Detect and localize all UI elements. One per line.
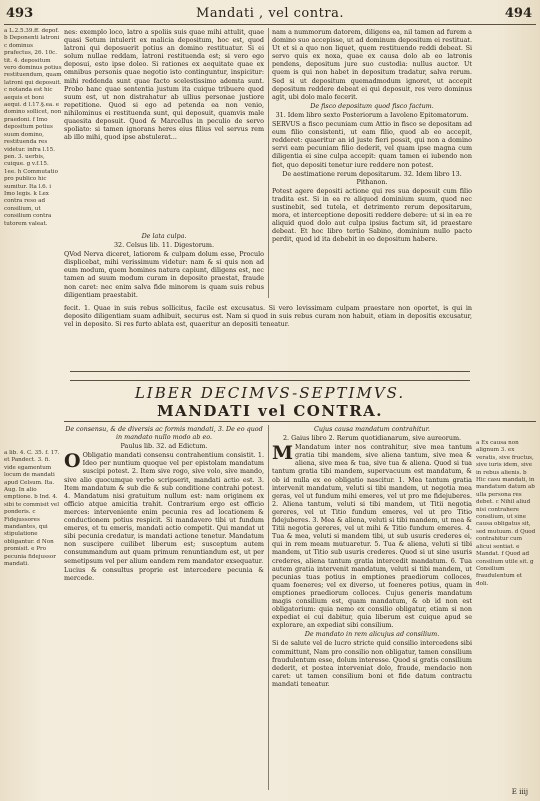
paragraph: SERVUS a fisco pecuniam cum Attio in fisco se depositam ad eum filio consistenti, ut eam filio, quod ab eo accepit, redderet: quaeritur an id juste fieri possit, qui non a domino servi eam pecuniam filio dederit, vel quam ipse magna cum diligentia ei sine culpa accepit: quam tamen ei iubendo non fiet, quo depositi tenetur iure reddere non potest. bbox=[272, 120, 472, 169]
rubric: Paulus lib. 32. ad Edictum. bbox=[120, 442, 208, 451]
drop-cap: M bbox=[272, 442, 294, 465]
column-divider-lower bbox=[268, 425, 269, 790]
section-caption: De lata culpa. bbox=[141, 232, 187, 240]
paragraph: Potest agere depositi actione qui res sua deposuit cum filio tradita est. Si in ea re aliquod dominium suum, quod nec sustinebit, sed tutela, et detrimento rerum depositarum, mora, et interceptione depositi reddere debere: ut si in ea re aliquid quod dolo aut culpa ipsius factum sit, id praestare debeat. Et hoc libro tertio Sabino, dominium nullo pacto perdit, quod id ita debebit in eo depositum habere. bbox=[272, 186, 472, 244]
paragraph: QVod Nerva diceret, latiorem & culpam dolum esse, Proculo displicebat, mihi verissimum videtur: nam & si quis non ad eum modum, quem homines natura capiunt, diligens est, nec tamen ad suum modum curam in deposito praestat, fraude non caret: nec enim salva fide minorem is quam suis rebus diligentiam praestabit. bbox=[64, 250, 264, 299]
paragraph: nes: exemplo loco, latro a spoliis suis quae mihi attulit, quae quasi Setum intulerit ex malicia depositum, hoc est, quod latroni qui deposuerit potius an domino restituatur. Si ei solum nullae reddam, latroni restituenda est; si vero ego deposui, esto ipse doleo. Si rationes ex aequitate quae ex omnibus personis quae negotio isto continguntur, inspicitur: mihi reddenda sunt quae facto scelestissimo ademta sunt. Probo hanc quae sententia justum ita cuique tribuere quod suum est, ut non distrahatur ab ullius personae justiore repetitione. Quod si ego ad petenda ea non venio, nihilominus ei restituenda sunt, qui deposuit, quamvis male quaesita deposuit. Quod & Marcellus in peculio de servo spoliato: si tamen ignorans heres eius filius vel servus rem ab illo mihi, quod ipse abstulerat... bbox=[64, 28, 264, 142]
paragraph: nam a nummorum datorem, diligens ea, nil tamen ad furem a domino suo accepisse, ut ad dominum depositum ei restituat. Ut et si a quo non liquet, quem restituendo reddi debeat. Si servo quis ex noxa, quae ex causa dolo ab eo latronis pendens, depositum jure suo custodia: nullus auctor. Ut quem is qui non habet in depositum tradatur, salva rerum. Sed si ut depositum quemadmodum ignoret, ut accepit depositum reddere debeat ei qui deposuit, res vero dominus agit, ubi dolo malo fecerit. bbox=[272, 28, 472, 101]
title-mandati: MANDATI vel CONTRA. bbox=[156, 402, 384, 420]
page-header bbox=[0, 6, 540, 24]
section-caption: Cujus causa mandatum contrahitur. bbox=[314, 425, 430, 433]
paragraph: Si de salute vel de lucro stricte quid consilio intercedens sibi committunt, Nam pro consilio non obligatur, tamen consilium fraudulentum esse, dolum interesse. Quod si gratis consilium dederit, et postea interveniat dolo, fraude, mendacio non caret: ut tamen consilium boni et fide datum contractu mandati teneatur. bbox=[272, 639, 472, 688]
rubric: 32. Celsus lib. 11. Digestorum. bbox=[113, 241, 215, 250]
ornament-rule bbox=[70, 371, 470, 381]
rubric: De aestimatione rerum depositarum. 32. Idem libro 13. Pithanon. bbox=[282, 169, 462, 186]
book-title: LIBER DECIMVS-SEPTIMVS. bbox=[134, 384, 406, 402]
section-caption: De mandato in rem alicujus ad consilium. bbox=[304, 630, 440, 639]
signature-mark: E iiij bbox=[511, 788, 528, 796]
text-column-right bbox=[272, 28, 472, 298]
header-rule bbox=[4, 24, 536, 25]
left-margin-notes: a L.2.5.39.ff. depof. b Deponenti latroni c dominus prafectus, 26. 10c. tit. 4. depositum vero dominus potius restituendum, quam latroni qui deposuit. c notanda est hic aequis et boni aequi. d l.17.§.ea. e domino sollicet, non praedoni. f Imo depositum potius suum domino, restituenda res videtur. infra l.15. pen. 3. uerbis, cuique. g v.f.15. 1ee. h Commutatio pro publico hic sumitur. Ita l.6. i Imo legis. k Lex contra reso ad consilium, ut consilium contra tutorem valeat. bbox=[4, 28, 62, 227]
text-column-right-lower bbox=[272, 425, 472, 793]
right-margin-notes-lower: a Ex causa non alignum 3. ex veratis, sive fructus, sive iuris idem, sive in rebus alienis. b Hic casu mandati, in mandatum datum ab ulla persona res debet. c Nihil aliud nisi contrahere consilium, ut sine causa obligatus sit, sed mutuum. d Quod contrahitur cum alicui sentiat. e Mandat. f Quod ad consilium utile sit. g Consilium fraudulentum et doli. bbox=[476, 440, 536, 587]
paragraph: Lucius & consultus proprie est intercedere pecunia & mercede. bbox=[64, 565, 264, 582]
title-rule bbox=[64, 421, 536, 422]
text-column-left-lower bbox=[64, 425, 264, 793]
left-margin-notes-lower: a lib. 4. C. 35. f. 17. et Pandect. 3. fi. vide egamentum locum de mandati apud Celsum. Ita. Aug. In alio emptione. b Ind. 4. sibi te commisit vel ponderis. c Fidejussores mandantes, qui stipulatione obligantur. d Non promisit. e Pro pecunia fidejussor mandati. bbox=[4, 450, 60, 568]
section-caption: De consensu, & de diversis ac formis mandati, 3. De eo quod in mandato nullo modo ab eo. bbox=[65, 425, 263, 442]
running-title: Mandati , vel contra. bbox=[196, 6, 344, 21]
page-number-right: 494 bbox=[504, 6, 532, 21]
paragraph: O Obligatio mandati consensu contrahentium consistit. 1. Ideo per nuntium quoque vel per epistolam mandatum suscipi potest. 2. Item sive rogo, sive volo, sive mando, sive alio quocumque verbo scripserit, mandati actio est. 3. Item mandatum & sub die & sub conditione contrahi potest. 4. Mandatum nisi gratuitum nullum est: nam originem ex officio atque amicitia trahit. Contrarium ergo est officio merces: interveniente enim pecunia res ad locationem & conductionem potius respicit. Si mandavero tibi ut fundum emeres, et tu emeris, mandati actio competit. Qui mandat ut sibi pecunia credatur, is mandati actione tenetur. Mandatum non suscipere cuilibet liberum est; susceptum autem consummandum aut quam primum renuntiandum est, ut per semetipsum vel per alium eandem rem mandator exsequatur. bbox=[64, 450, 264, 565]
page-number-left: 493 bbox=[6, 6, 34, 21]
section-caption: De fisco depositum quod fisco factum. bbox=[310, 101, 434, 110]
drop-cap: O bbox=[64, 450, 81, 473]
paragraph: fecit. 1. Quae in suis rebus sollicitus, facile est excusatus. Si vero levissimam culpam praestare non oportet, is qui in deposito diligentiam suam adhibuit, securus est. Nam si quod in suis rebus curam non habuit, etiam in depositis excusatur, vel in deposito. Si res furto ablata est, quaeritur an depositi teneatur. bbox=[64, 304, 472, 329]
rubric: 2. Gaius libro 2. Rerum quotidianarum, sive aureorum. bbox=[282, 434, 462, 443]
right-margin-notes bbox=[476, 28, 536, 278]
paragraph: M Mandatum inter nos contrahitur, sive mea tantum gratia tibi mandem, sive aliena tantum, sive mea & aliena, sive mea & tua, sive tua & aliena. Quod si tua tantum gratia tibi mandem, supervacuum est mandatum, & ob id nulla ex eo obligatio nascitur. 1. Mea tantum gratia intervenit mandatum, veluti si tibi mandem, ut negotia mea geras, vel ut fundum mihi emeres, vel ut pro me fidejuberes. 2. Aliena tantum, veluti si tibi mandem, ut Titii negotia gereres, vel ut Titio fundum emeres, vel ut pro Titio fidejuberes. 3. Mea & aliena, veluti si tibi mandem, ut mea & Titii negotia gereres, vel ut mihi & Titio fundum emeres. 4. Tua & mea, veluti si mandem tibi, ut sub usuris crederes ei, qui in rem meam mutuaretur. 5. Tua & aliena, veluti si tibi mandem, ut Titio sub usuris crederes. Quod si ut sine usuris crederes, aliena tantum gratia intercedit mandatum. 6. Tua autem gratia intervenit mandatum, veluti si tibi mandem, ut pecunias tuas potius in emptiones praediorum colloces, quam foeneres; vel ex diverso, ut foeneres potius, quam in emptiones praediorum colloces. Cujus generis mandatum magis consilium est, quam mandatum, & ob id non est obligatorium: quia nemo ex consilio obligatur, etiam si non expediat ei cui dabitur, quia liberum est cuique apud se explorare, an expediat sibi consilium. bbox=[272, 442, 472, 630]
column-divider bbox=[268, 28, 269, 298]
continuation-paragraph bbox=[64, 304, 472, 362]
rubric: 31. Idem libro sexto Posteriorum a Iavoleno Epitomatorum. bbox=[275, 110, 469, 119]
